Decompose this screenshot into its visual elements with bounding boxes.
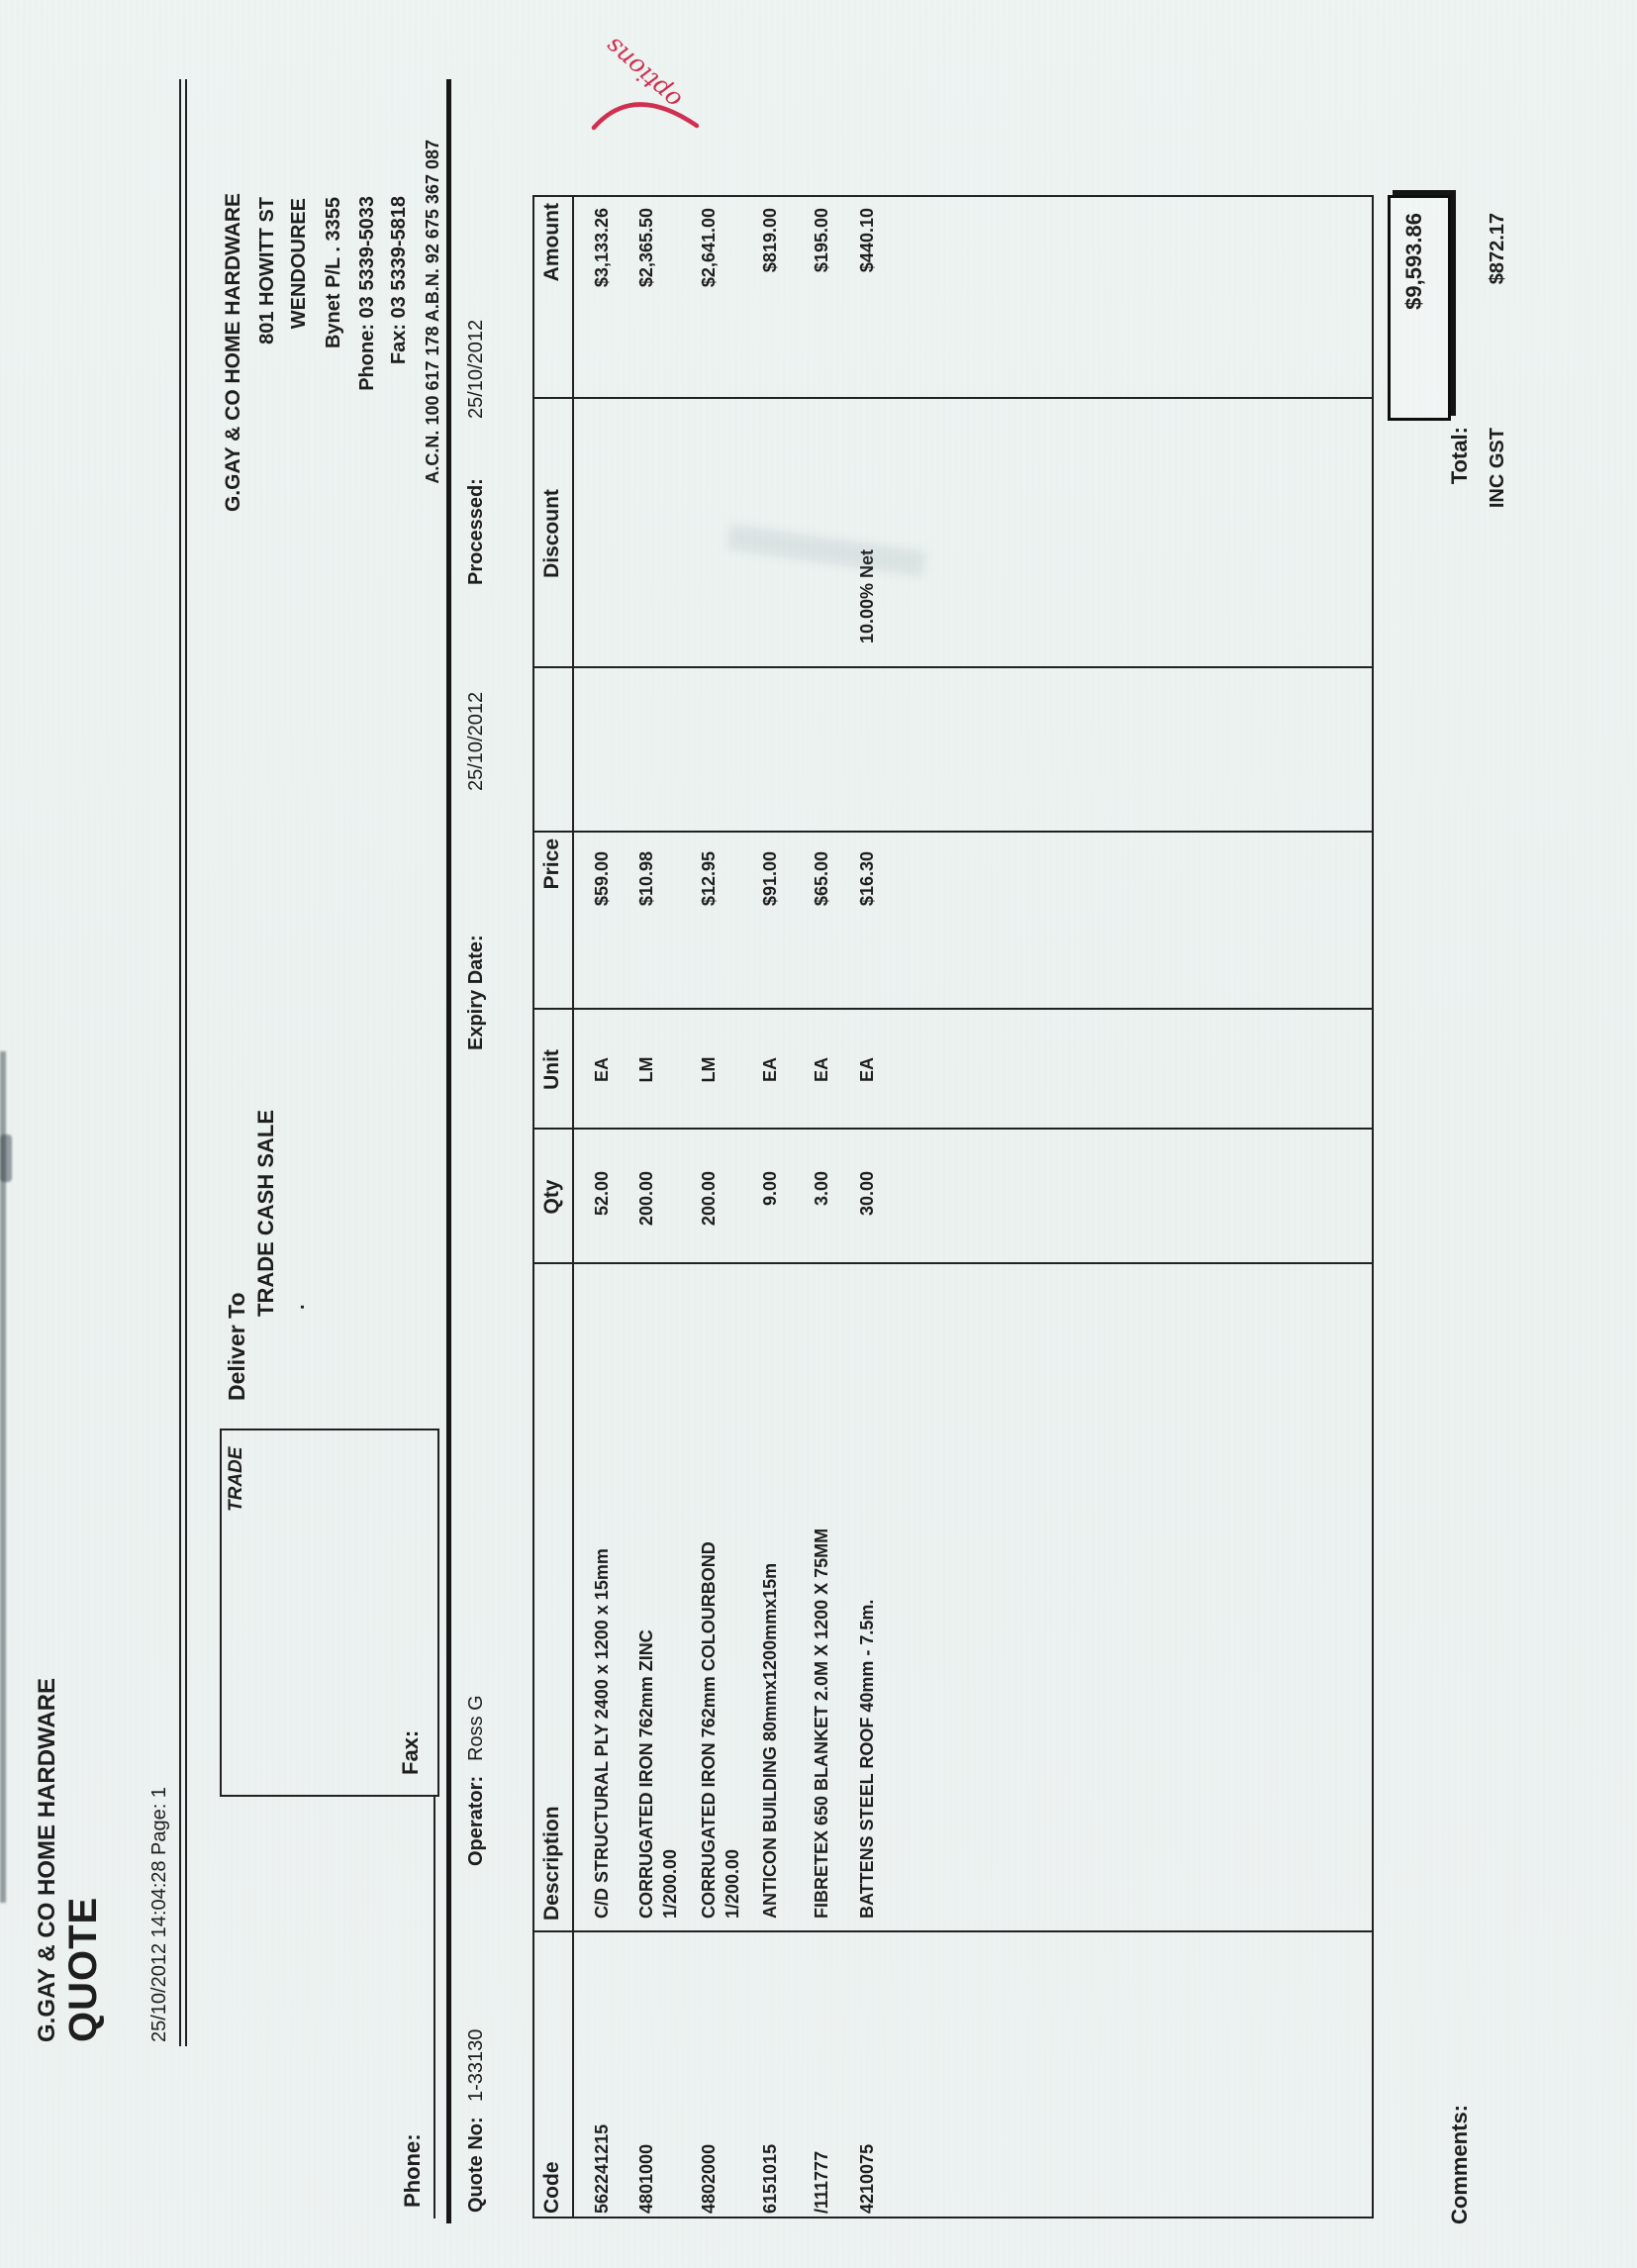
cell-unit: EA (760, 1057, 780, 1083)
cell-desc: CORRUGATED IRON 762mm COLOURBOND (699, 1541, 719, 1919)
cell-amount: $440.10 (857, 208, 877, 273)
cell-desc: BATTENS STEEL ROOF 40mm - 7.5m. (857, 1599, 877, 1919)
customer-phone-label: Phone: (400, 2133, 425, 2208)
table-header-underline (572, 195, 574, 2219)
cell-price: $10.98 (636, 851, 656, 907)
processed-label: Processed: (465, 478, 487, 585)
total-amount-value: $9,593.86 (1401, 213, 1426, 310)
col-header-code: Code (540, 2161, 563, 2214)
cell-code: 6151015 (760, 2143, 780, 2214)
cell-discount: 10.00% Net (857, 548, 877, 643)
page-title-company: G.GAY & CO HOME HARDWARE (34, 1677, 60, 2042)
cell-desc: FIBRETEX 650 BLANKET 2.0M X 1200 X 75MM (812, 1528, 831, 1919)
divider-double-rule-top (179, 79, 181, 2046)
cell-code: 4801000 (636, 2143, 656, 2214)
table-border-right (532, 195, 1374, 197)
company-suburb: WENDOUREE (288, 198, 310, 330)
table-border-top (532, 195, 534, 2219)
cell-desc: ANTICON BUILDING 80mmx1200mmx15m (760, 1562, 780, 1919)
cell-price: $59.00 (592, 851, 612, 907)
cell-code: 562241215 (592, 2123, 612, 2214)
cell-unit: EA (812, 1057, 831, 1083)
divider-thick-rule (446, 79, 451, 2223)
cell-price: $91.00 (760, 851, 780, 907)
cell-amount: $819.00 (760, 208, 780, 273)
cell-desc-line2: 1/200.00 (660, 1848, 680, 1919)
cell-code: 4802000 (699, 2143, 719, 2214)
scanner-edge-blob (0, 1134, 12, 1182)
cell-unit: LM (636, 1056, 656, 1083)
table-border-bottom (1372, 195, 1374, 2219)
cell-qty: 30.00 (857, 1171, 877, 1217)
cell-unit: EA (857, 1057, 877, 1083)
customer-address-dot: . (287, 1304, 309, 1310)
deliver-to-label: Deliver To (224, 1292, 249, 1401)
company-fax: Fax: 03 5339-5818 (388, 196, 410, 365)
cell-amount: $3,133.26 (592, 208, 612, 288)
cell-price: $12.95 (699, 851, 719, 907)
cell-amount: $2,365.50 (636, 208, 656, 288)
scan-smudge (726, 524, 926, 577)
processed-value: 25/10/2012 (465, 319, 487, 419)
quote-no-value: 1-33130 (465, 2028, 487, 2102)
table-col-line-price (532, 831, 1374, 833)
col-header-price: Price (540, 838, 563, 890)
expiry-date-value: 25/10/2012 (465, 691, 487, 791)
annotation-bracket (594, 104, 697, 128)
company-acn-abn: A.C.N. 100 617 178 A.B.N. 92 675 367 087 (423, 140, 442, 484)
cell-qty: 9.00 (760, 1171, 780, 1207)
table-col-line-qty (532, 1128, 1374, 1130)
inc-gst-value: $872.17 (1487, 213, 1508, 285)
table-col-line-unit (532, 1008, 1374, 1010)
cell-unit: EA (592, 1057, 612, 1083)
annotation-text: options (599, 32, 688, 116)
table-col-line-code (532, 1930, 1374, 1932)
customer-name: TRADE CASH SALE (253, 1109, 278, 1317)
page-title-doctype: QUOTE (61, 1896, 105, 2042)
cell-price: $65.00 (812, 851, 831, 907)
col-header-description: Description (540, 1806, 563, 1921)
operator-value: Ross G (465, 1695, 487, 1761)
col-header-qty: Qty (540, 1179, 563, 1215)
table-col-line-description (532, 1262, 1374, 1264)
col-header-amount: Amount (540, 203, 563, 282)
cell-unit: LM (699, 1056, 719, 1083)
quote-no-label: Quote No: (465, 2117, 487, 2213)
table-col-line-blank (532, 666, 1374, 668)
operator-label: Operator: (465, 1775, 487, 1866)
cell-desc: C/D STRUCTURAL PLY 2400 x 1200 x 15mm (592, 1548, 612, 1919)
comments-label: Comments: (1447, 2104, 1472, 2224)
cell-code: 4210075 (857, 2143, 877, 2214)
table-border-left (532, 2217, 1374, 2219)
cell-qty: 3.00 (812, 1171, 831, 1207)
cell-code: /111777 (812, 2150, 831, 2214)
cell-qty: 200.00 (636, 1171, 656, 1227)
company-bynet-line: Bynet P/L . 3355 (323, 197, 344, 349)
cell-qty: 200.00 (699, 1171, 719, 1227)
cell-amount: $195.00 (812, 208, 831, 273)
cell-price: $16.30 (857, 851, 877, 907)
handwritten-annotation (586, 1, 715, 149)
account-type-label: TRADE (226, 1446, 246, 1512)
col-header-unit: Unit (540, 1049, 563, 1090)
print-date-line: 25/10/2012 14:04:28 Page: 1 (148, 1786, 170, 2042)
total-label: Total: (1447, 427, 1472, 485)
company-name: G.GAY & CO HOME HARDWARE (222, 193, 244, 513)
cell-desc: CORRUGATED IRON 762mm ZINC (636, 1629, 656, 1919)
divider-double-rule-bottom (185, 79, 187, 2046)
cell-amount: $2,641.00 (699, 208, 719, 288)
col-header-discount: Discount (540, 489, 563, 578)
table-col-line-discount (532, 397, 1374, 399)
company-phone: Phone: 03 5339-5033 (356, 196, 378, 391)
customer-fax-label: Fax: (398, 1729, 423, 1775)
cell-desc-line2: 1/200.00 (722, 1848, 742, 1919)
cell-qty: 52.00 (592, 1171, 612, 1217)
customer-underline (433, 1795, 435, 2219)
inc-gst-label: INC GST (1487, 428, 1508, 509)
company-street: 801 HOWITT ST (256, 197, 278, 345)
expiry-date-label: Expiry Date: (465, 935, 487, 1050)
